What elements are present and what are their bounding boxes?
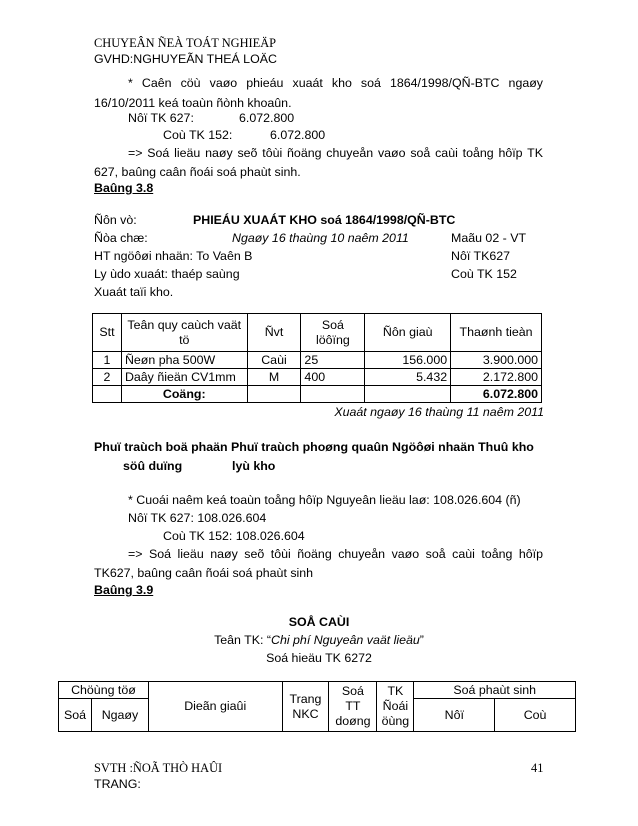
- table-3-8-heading: Baûng 3.8: [94, 181, 154, 195]
- voucher-date: Ngaøy 16 thaùng 10 naêm 2011: [232, 231, 409, 245]
- cell-empty: [247, 386, 301, 403]
- table-row: [93, 369, 542, 386]
- col-description: Dieãn giaûi: [148, 682, 282, 732]
- cell-amount: 2.172.800: [451, 369, 542, 386]
- intro-credit-label: Coù TK 152:: [163, 128, 233, 142]
- col-amount: Soá phaùt sinh: [414, 682, 576, 699]
- credit-account: Coù TK 152: [451, 267, 517, 281]
- issue-reason: Ly ùdo xuaát: thaép saùng: [94, 267, 240, 281]
- intro-line-2: 16/10/2011 keá toaùn ñònh khoaûn.: [94, 96, 292, 110]
- table-header-row: [93, 314, 542, 352]
- cell-empty: [365, 386, 451, 403]
- col-page-line-2: NKC: [292, 706, 319, 721]
- yearend-conclusion-2: TK627, baûng caân ñoái soá phaùt sinh: [94, 566, 314, 580]
- unit-label: Ñôn vò:: [94, 213, 137, 227]
- col-unit-price: Ñôn giaù: [365, 314, 451, 352]
- recipient: HT ngöôøi nhaän: To Vaên B: [94, 249, 253, 263]
- intro-debit-value: 6.072.800: [239, 111, 295, 125]
- col-line-number-3: doøng: [335, 714, 371, 728]
- total-value: 6.072.800: [451, 386, 542, 403]
- col-unit: Ñvt: [247, 314, 301, 352]
- col-voucher: Chöùng töø: [59, 682, 149, 699]
- table-row: [93, 352, 542, 369]
- col-stt: Stt: [93, 314, 122, 352]
- yearend-debit: Nôï TK 627: 108.026.604: [128, 511, 267, 525]
- col-item-name: Teân quy caùch vaät tö: [121, 314, 247, 352]
- intro-conclusion-1: => Soá lieäu naøy seõ tôùi ñoäng chuyeån vaøo soå caùi toång hôïp TK: [128, 146, 543, 160]
- cell-unit-price: 156.000: [365, 352, 451, 369]
- intro-debit-label: Nôï TK 627:: [128, 111, 194, 125]
- signature-line-2-right: lyù kho: [232, 459, 276, 473]
- col-voucher-number: Soá: [59, 699, 92, 732]
- col-voucher-date: Ngaøy: [91, 699, 148, 732]
- cell-stt: 1: [93, 352, 122, 369]
- col-amount: Thaønh tieàn: [451, 314, 542, 352]
- signature-line-2-left: söû duïng: [123, 459, 183, 473]
- col-line-number-2: TT: [345, 699, 361, 713]
- cell-unit: Caùi: [247, 352, 301, 369]
- yearend-line-1: * Cuoái naêm keá toaùn toång hôïp Nguyeân lieäu laø: 108.026.604 (ñ): [128, 493, 521, 507]
- col-line-number-1: Soá: [341, 684, 364, 698]
- cell-amount: 3.900.000: [451, 352, 542, 369]
- address-label: Ñòa chæ:: [94, 231, 148, 245]
- table-3-9-heading: Baûng 3.9: [94, 583, 154, 597]
- col-contra-account: [377, 682, 414, 732]
- col-page-line-1: Trang: [289, 691, 322, 706]
- cell-unit: M: [247, 369, 301, 386]
- cell-quantity: 25: [301, 352, 365, 369]
- cell-item-name: Ñeøn pha 500W: [121, 352, 247, 369]
- col-contra-3: öùng: [381, 714, 410, 728]
- col-contra-1: TK: [387, 684, 404, 698]
- ledger-account-number: Soá hieäu TK 6272: [266, 651, 372, 665]
- total-label: Coäng:: [121, 386, 247, 403]
- footer-student: SVTH :ÑOÃ THÒ HAÛI: [94, 761, 223, 775]
- cell-quantity: 400: [301, 369, 365, 386]
- debit-account: Nôï TK627: [451, 249, 511, 263]
- account-name-prefix: Teân TK: “: [214, 633, 271, 647]
- header-line-2: GVHD:NGHUYEÃN THEÁ LOÄC: [94, 52, 277, 66]
- voucher-title: PHIEÁU XUAÁT KHO soá 1864/1998/QÑ-BTC: [193, 213, 456, 227]
- footer-page-label: TRANG:: [94, 777, 141, 791]
- cell-empty: [93, 386, 122, 403]
- account-name-suffix: ”: [419, 633, 424, 647]
- form-number: Maãu 02 - VT: [451, 231, 527, 245]
- ledger-title: SOÅ CAÙI: [288, 615, 350, 629]
- intro-conclusion-2: 627, baûng caân ñoái soá phaùt sinh.: [94, 165, 301, 179]
- col-line-number: [329, 682, 377, 732]
- intro-line-1: * Caên cöù vaøo phieáu xuaát kho soá 1864/1998/QÑ-BTC ngaøy: [128, 76, 543, 90]
- col-credit: Coù: [495, 699, 576, 732]
- cell-empty: [301, 386, 365, 403]
- col-page: [282, 682, 329, 732]
- header-line-1: CHUYEÂN ÑEÀ TOÁT NGHIEÄP: [94, 36, 277, 50]
- yearend-credit: Coù TK 152: 108.026.604: [163, 529, 305, 543]
- cell-item-name: Daây ñieän CV1mm: [121, 369, 247, 386]
- yearend-conclusion-1: => Soá lieäu naøy seõ tôùi ñoäng chuyeån vaøo soå caùi toång hôïp: [128, 547, 543, 561]
- col-contra-2: Ñoái: [382, 699, 409, 713]
- footer-page-number: 41: [531, 761, 544, 775]
- cell-stt: 2: [93, 369, 122, 386]
- signature-line-1: Phuï traùch boä phaän Phuï traùch phoøng quaûn Ngöôøi nhaän Thuû kho: [94, 440, 534, 454]
- ledger-account-name: [0, 633, 638, 647]
- issue-footer-date: Xuaát ngaøy 16 thaùng 11 naêm 2011: [334, 405, 544, 419]
- col-quantity: Soá löôïng: [301, 314, 365, 352]
- ledger-table: [58, 681, 576, 732]
- account-name: Chi phí Nguyeân vaät lieäu: [271, 633, 420, 647]
- intro-credit-value: 6.072.800: [270, 128, 326, 142]
- total-row: [93, 386, 542, 403]
- ledger-header-row-1: [59, 682, 576, 699]
- col-debit: Nôï: [414, 699, 495, 732]
- cell-unit-price: 5.432: [365, 369, 451, 386]
- warehouse: Xuaát taïi kho.: [94, 285, 174, 299]
- issue-table: [92, 313, 542, 403]
